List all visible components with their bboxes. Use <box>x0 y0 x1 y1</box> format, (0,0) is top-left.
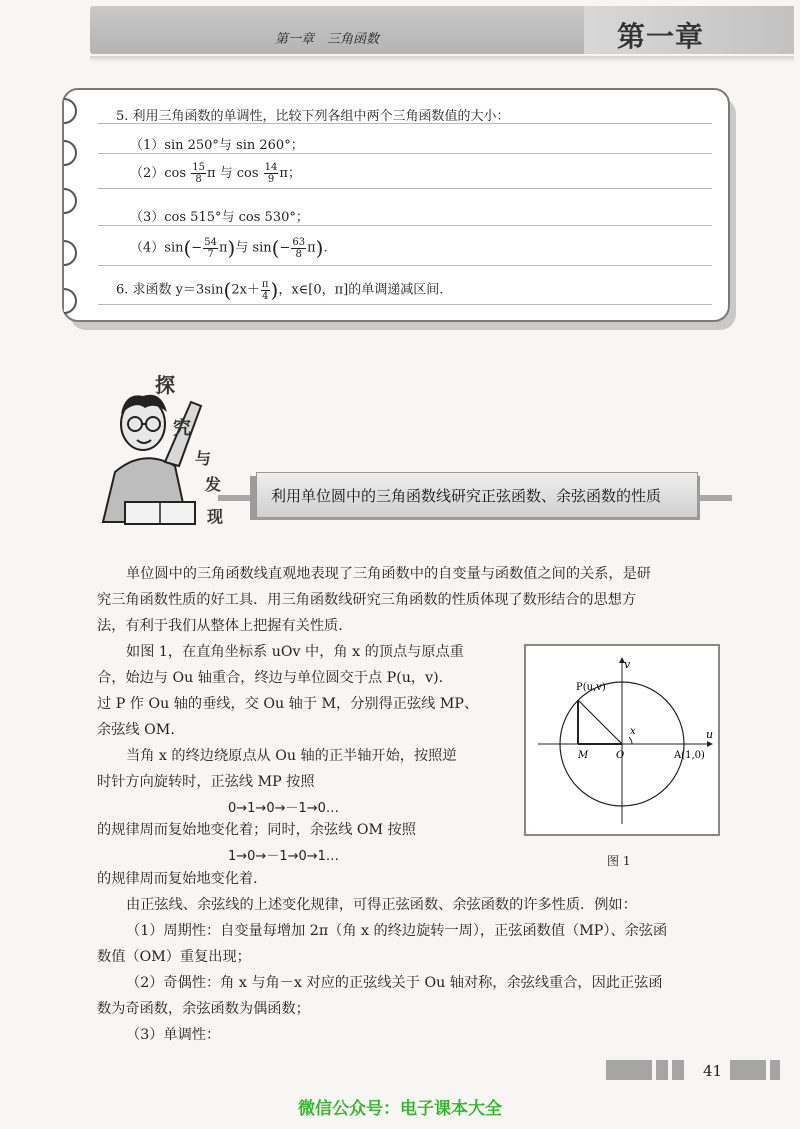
cosine-sequence: 1→0→－1→0→1… <box>228 849 339 864</box>
paragraph-line: （2）奇偶性：角 x 与角－x 对应的正弦线关于 Ou 轴对称，余弦线重合，因此正弦函 <box>126 975 663 991</box>
label-P: P(u,v) <box>576 682 606 693</box>
exercise-5-2: （2）cos $\frac{15}{8}$ π 与 cos $\frac{14}{9}$ π； <box>130 162 301 185</box>
chapter-tab-label: 第一章 <box>616 20 704 53</box>
header-shadow <box>90 56 794 62</box>
paragraph-line: 时针方向旋转时，正弦线 MP 按照 <box>97 774 315 790</box>
label-x: x <box>630 726 636 737</box>
paragraph-line: 的规律周而复始地变化着. <box>97 871 258 887</box>
terminal-side <box>578 700 622 744</box>
paragraph-line: 究三角函数性质的好工具．用三角函数线研究三角函数的性质体现了数形结合的思想方 <box>97 592 637 608</box>
figure-caption: 图 1 <box>607 854 631 868</box>
label-O: O <box>616 750 625 761</box>
sine-sequence: 0→1→0→－1→0… <box>228 801 339 816</box>
paragraph-line: 由正弦线、余弦线的上述变化规律，可得正弦函数、余弦函数的许多性质．例如： <box>126 897 637 913</box>
exercise-5-4: （4）sin(− $\frac{54}{7}$ π)与 sin(− $\frac{63}{8}$ π). <box>130 236 328 260</box>
ruled-line <box>98 265 712 266</box>
exercise-box <box>62 88 730 322</box>
binder-ring <box>51 140 77 166</box>
paragraph-line: 余弦线 OM. <box>97 722 175 738</box>
ruled-line <box>98 188 712 189</box>
exercise-5: 5. 利用三角函数的单调性，比较下列各组中两个三角函数值的大小： <box>116 109 510 124</box>
binder-ring <box>51 240 77 266</box>
exercise-6: 6. 求函数 y＝3sin(2x＋ $\frac{\pi}{4}$ )，x∈[0，π]的单调递减区间. <box>116 278 444 302</box>
paragraph-line: 的规律周而复始地变化着；同时，余弦线 OM 按照 <box>97 822 416 838</box>
footer-watermark: 微信公众号：电子课本大全 <box>298 1099 502 1119</box>
paragraph-line: 过 P 作 Ou 轴的垂线，交 Ou 轴于 M，分别得正弦线 MP、 <box>97 696 479 712</box>
paragraph-line: 数为奇函数，余弦函数为偶函数； <box>97 1001 310 1017</box>
explore-cartoon-illustration <box>95 362 255 532</box>
paragraph-line: 当角 x 的终边绕原点从 Ou 轴的正半轴开始，按照逆 <box>126 748 457 764</box>
paragraph-line: 数值（OM）重复出现； <box>97 949 251 965</box>
paragraph-line: 如图 1，在直角坐标系 uOv 中，角 x 的顶点与原点重 <box>126 644 464 660</box>
binder-ring <box>51 288 77 314</box>
label-v: v <box>624 658 631 671</box>
page-number: 41 <box>703 1062 723 1080</box>
chapter-tab <box>584 6 794 54</box>
cartoon-char: 探 <box>155 373 175 397</box>
unit-circle-figure <box>524 644 720 836</box>
label-A: A(1,0) <box>674 750 705 761</box>
page-bar <box>656 1060 668 1080</box>
ruled-line <box>98 225 712 226</box>
paragraph-line: 单位圆中的三角函数线直观地表现了三角函数中的自变量与函数值之间的关系，是研 <box>126 566 651 582</box>
paragraph-line: （1）周期性：自变量每增加 2π（角 x 的终边旋转一周），正弦函数值（MP）、余弦函 <box>126 923 668 939</box>
chapter-section-title: 第一章 三角函数 <box>275 32 380 47</box>
binder-ring <box>51 98 77 124</box>
paragraph-line: 合，始边与 Ou 轴重合，终边与单位圆交于点 P(u，v). <box>97 670 444 686</box>
cartoon-char: 现 <box>207 507 224 526</box>
cartoon-char: 究 <box>173 418 191 439</box>
paragraph-line: 法，有利于我们从整体上把握有关性质. <box>97 618 343 634</box>
binder-ring <box>51 188 77 214</box>
section-banner <box>256 472 698 518</box>
cartoon-char: 与 <box>195 449 212 468</box>
page-bar <box>606 1060 652 1080</box>
cartoon-char: 发 <box>205 475 222 494</box>
banner-dash <box>700 495 732 501</box>
page-bar <box>730 1060 766 1080</box>
exercise-5-3: （3）cos 515°与 cos 530°； <box>130 210 309 225</box>
section-banner-title: 利用单位圆中的三角函数线研究正弦函数、余弦函数的性质 <box>271 487 662 505</box>
ruled-line <box>98 153 712 154</box>
ruled-line <box>98 304 712 305</box>
label-M: M <box>578 750 589 761</box>
paragraph-line: （3）单调性： <box>126 1027 221 1043</box>
page-bar <box>672 1060 684 1080</box>
label-u: u <box>706 728 714 741</box>
page-bar <box>770 1060 780 1080</box>
page-header <box>90 6 794 54</box>
banner-dash <box>218 495 250 501</box>
exercise-5-1: （1）sin 250°与 sin 260°； <box>130 138 304 153</box>
